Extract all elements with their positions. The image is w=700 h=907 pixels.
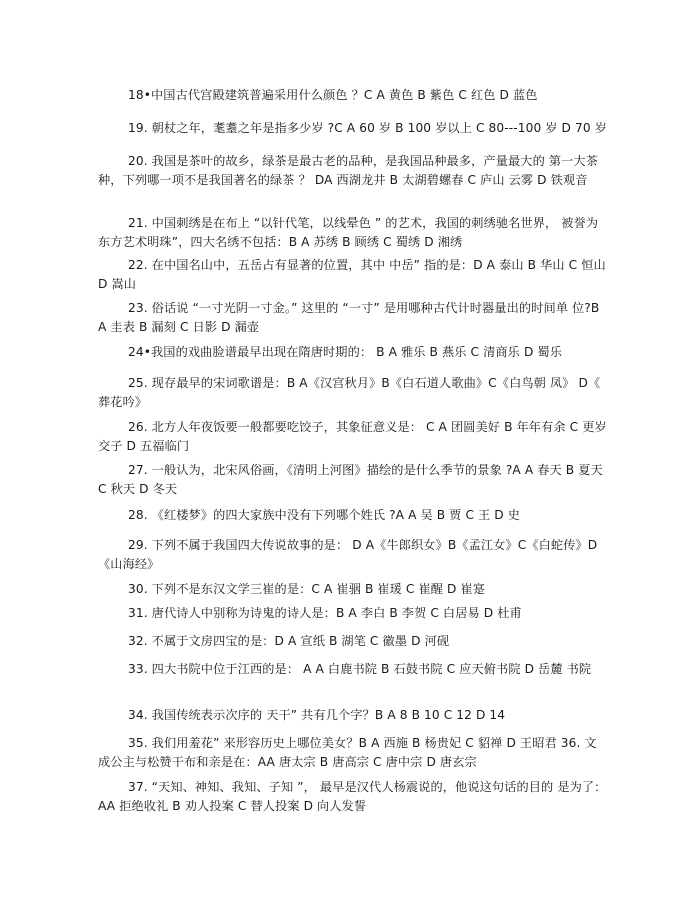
question-31: 31. 唐代诗人中别称为诗鬼的诗人是：B A 李白 B 李贺 C 白居易 D 杜甫 <box>128 606 522 620</box>
question-21: 21. 中国刺绣是在布上 “以针代笔，以线晕色 ” 的艺术，我国的刺绣驰名世界， 被誉为东方艺术明珠”，四大名绣不包括：B A 苏绣 B 顾绣 C 蜀绣 D 湘绣 <box>98 216 599 249</box>
question-29: 29. 下列不属于我国四大传说故事的是： D A《牛郎织女》B《孟江女》C《白蛇传》D《山海经》 <box>98 538 598 571</box>
question-37: 37. “天知、神知、我知、子知 ”， 最早是汉代人杨震说的，他说这句话的目的 是为了： AA 拒绝收礼 B 劝人投案 C 替人投案 D 向人发誓 <box>98 780 607 813</box>
question-27: 27. 一般认为，北宋风俗画，《清明上河图》描绘的是什么季节的景象 ?A A 春天 B 夏天 C 秋天 D 冬天 <box>98 463 603 496</box>
question-35-36: 35. 我们用羞花” 来形容历史上哪位美女？B A 西施 B 杨贵妃 C 貂禅 D 王昭君 36. 文成公主与松赞干布和亲是在：AA 唐太宗 B 唐高宗 C 唐中宗 D 唐玄宗 <box>98 736 597 769</box>
question-24: 24•我国的戏曲脸谱最早出现在隋唐时期的： B A 雅乐 B 燕乐 C 清商乐 D 蜀乐 <box>128 345 562 359</box>
question-34: 34. 我国传统表示次序的 天干” 共有几个字？B A 8 B 10 C 12 D 14 <box>128 708 506 722</box>
question-20: 20. 我国是茶叶的故乡，绿茶是最古老的品种，是我国品种最多，产量最大的 第一大茶种，下列哪一项不是我国著名的绿茶 ？ DA 西湖龙井 B 太湖碧螺春 C 庐山 云雾 D 铁观音 <box>98 154 598 187</box>
question-25: 25. 现存最早的宋词歌谱是：B A《汉宫秋月》B《白石道人歌曲》C《白鸟朝 凤》 D《 葬花吟》 <box>98 376 601 409</box>
question-22: 22. 在中国名山中，五岳占有显著的位置，其中 中岳” 指的是：D A 泰山 B 华山 C 恒山 D 嵩山 <box>98 258 606 291</box>
question-26: 26. 北方人年夜饭要一般都要吃饺子，其象征意义是： C A 团圆美好 B 年年有余 C 更岁交子 D 五福临门 <box>98 420 607 453</box>
question-19: 19. 朝杖之年，耄耋之年是指多少岁 ?C A 60 岁 B 100 岁以上 C 80---100 岁 D 70 岁 <box>128 121 607 135</box>
question-18: 18•中国古代宫殿建筑普遍采用什么颜色 ？C A 黄色 B 紫色 C 红色 D 蓝色 <box>128 88 538 102</box>
question-33: 33. 四大书院中位于江西的是： A A 白鹿书院 B 石鼓书院 C 应天俯书院 D 岳麓 书院 <box>128 662 592 676</box>
question-23: 23. 俗话说 “一寸光阴一寸金。” 这里的 “一寸” 是用哪种古代计时器量出的时间单 位?B A 圭表 B 漏刻 C 日影 D 漏壶 <box>98 301 600 334</box>
question-32: 32. 不属于文房四宝的是：D A 宣纸 B 湖笔 C 徽墨 D 河砚 <box>128 634 450 648</box>
question-30: 30. 下列不是东汉文学三崔的是：C A 崔骃 B 崔瑗 C 崔醒 D 崔寔 <box>128 582 486 596</box>
question-28: 28. 《红楼梦》的四大家族中没有下列哪个姓氏 ?A A 吴 B 贾 C 王 D 史 <box>128 508 521 522</box>
